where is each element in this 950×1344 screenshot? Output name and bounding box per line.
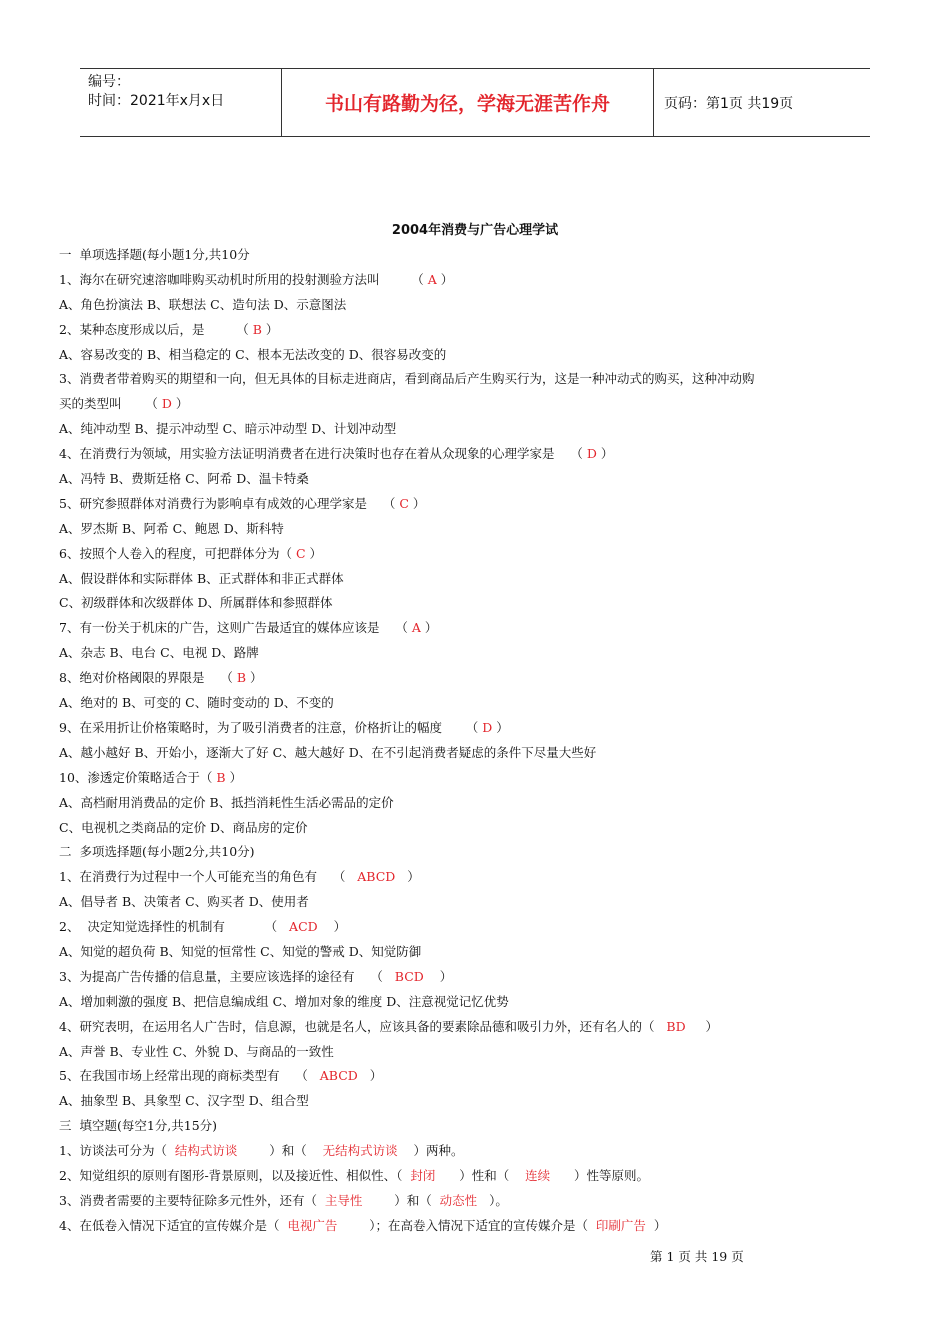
exam-line [59,940,869,965]
question-text: ） [175,396,189,412]
exam-line [59,691,869,716]
question-text: A、罗杰斯 B、阿希 C、鲍恩 D、斯科特 [59,520,284,536]
question-text: ） [250,670,263,686]
question-text: 买的类型叫 （ [59,396,158,412]
exam-title: 2004年消费与广告心理学试 [391,223,559,238]
question-text: A、增加刺激的强度 B、把信息编成组 C、增加对象的维度 D、注意视觉记忆优势 [59,993,509,1009]
header-number: 编号： [88,74,130,90]
question-text: 8、绝对价格阈限的界限是 （ [59,670,233,686]
answer-text: D [478,719,497,735]
question-text: A、容易改变的 B、相当稳定的 C、根本无法改变的 D、很容易改变的 [59,346,447,362]
question-text: ） [424,620,438,636]
question-text: 5、研究参照群体对消费行为影响卓有成效的心理学家是 （ [59,495,396,511]
question-text: 2、 决定知觉选择性的机制有 （ [59,919,278,935]
question-text: 2、某种态度形成以后，是 （ [59,321,249,337]
exam-line [59,1139,869,1164]
answer-text: A [423,271,441,287]
exam-line [59,766,869,791]
exam-line [59,517,869,542]
question-text: A、绝对的 B、可变的 C、随时变动的 D、不变的 [59,695,334,711]
exam-line [59,417,869,442]
question-text: ） [369,1068,383,1084]
exam-line [59,268,869,293]
question-text: A、冯特 B、费斯廷格 C、阿希 D、温卡特桑 [59,471,309,487]
exam-line [59,716,869,741]
exam-line [59,1164,869,1189]
question-text: 一 单项选择题(每小题1分,共10分 [59,247,250,262]
answer-text: 封闭 [402,1167,460,1183]
question-text: ） [496,719,509,735]
exam-line [59,1064,869,1089]
question-text: A、抽象型 B、具象型 C、汉字型 D、组合型 [59,1093,309,1109]
question-text: 10、渗透定价策略适合于（ [59,769,213,785]
question-text: 5、在我国市场上经常出现的商标类型有 （ [59,1068,308,1084]
answer-text: B [232,670,250,686]
question-text: C、电视机之类商品的定价 D、商品房的定价 [59,819,308,835]
exam-line [59,343,869,368]
exam-line [59,890,869,915]
exam-line [59,666,869,691]
question-text: 三 填空题(每空1分,共15分) [59,1118,218,1134]
exam-line [59,567,869,592]
question-text: A、假设群体和实际群体 B、正式群体和非正式群体 [59,570,344,586]
header-motto: 书山有路勤为径，学海无涯苦作舟 [282,69,654,136]
exam-line [59,840,869,865]
question-text: C、初级群体和次级群体 D、所属群体和参照群体 [59,595,333,611]
page-header [80,68,870,137]
question-text: A、高档耐用消费品的定价 B、抵挡消耗性生活必需品的定价 [59,794,394,810]
question-text: 3、消费者需要的主要特征除多元性外，还有（ [59,1192,317,1208]
answer-text: D [582,446,601,462]
question-text: ） [440,271,454,287]
question-text: ） [439,968,453,984]
question-text: 1、在消费行为过程中一个人可能充当的角色有 （ [59,869,346,885]
exam-line [59,865,869,890]
question-text: 1、海尔在研究速溶咖啡购买动机时所用的投射测验方法叫 （ [59,271,424,287]
answer-text: 电视广告 [279,1217,370,1233]
answer-text: 结构式访谈 [166,1143,270,1159]
exam-line [59,990,869,1015]
answer-text: D [157,396,176,412]
exam-line [59,741,869,766]
exam-line [59,542,869,567]
answer-text: 无结构式访谈 [306,1143,414,1159]
question-text: 1、访谈法可分为（ [59,1143,167,1159]
question-text: 4、在低卷入情况下适宜的宣传媒介是（ [59,1217,280,1233]
exam-line [59,616,869,641]
exam-line [59,492,869,517]
exam-line [59,1089,869,1114]
question-text: 7、有一份关于机床的广告，这则广告最适宜的媒体应该是 （ [59,620,408,636]
answer-text: 印刷广告 [587,1217,654,1233]
answer-text: ABCD [307,1068,370,1084]
exam-line [59,1214,869,1239]
question-text: A、知觉的超负荷 B、知觉的恒常性 C、知觉的警戒 D、知觉防御 [59,943,422,959]
question-text: A、角色扮演法 B、联想法 C、造句法 D、示意图法 [59,296,347,312]
exam-line [59,1114,869,1139]
question-text: 3、为提高广告传播的信息量，主要应该选择的途径有 （ [59,968,383,984]
exam-body [59,243,869,1239]
exam-line [59,915,869,940]
question-text: 3、消费者带着购买的期望和一向，但无具体的目标走进商店，看到商品后产生购买行为，这是一种冲动式的购买，这种冲动购 [59,371,755,387]
exam-line [59,1189,869,1214]
question-text: 4、研究表明，在运用名人广告时，信息源，也就是名人，应该具备的要素除品德和吸引力外，还有名人的（ [59,1018,655,1034]
header-time: 时间：2021年x月x日 [88,93,225,109]
question-text: ） [705,1018,718,1034]
header-page-info: 页码：第1页 共19页 [664,95,794,112]
exam-line [59,965,869,990]
question-text: ）性和（ [459,1167,510,1183]
page-footer: 第 1 页 共 19 页 [650,1249,744,1264]
exam-line [59,791,869,816]
exam-line [59,641,869,666]
question-text: A、越小越好 B、开始小，逐渐大了好 C、越大越好 D、在不引起消费者疑虑的条件下尽量大些好 [59,744,597,760]
question-text: A、声誉 B、专业性 C、外貌 D、与商品的一致性 [59,1043,334,1059]
answer-text: C [395,495,413,511]
question-text: 二 多项选择题(每小题2分,共10分) [59,844,255,860]
question-text: ）两种。 [413,1143,464,1159]
exam-line [59,442,869,467]
answer-text: 动态性 [431,1192,490,1208]
answer-text: ACD [277,919,334,935]
exam-line [59,392,869,417]
question-text: ） [333,919,347,935]
exam-line [59,293,869,318]
answer-text: 主导性 [316,1192,395,1208]
question-text: 6、按照个人卷入的程度，可把群体分为（ [59,545,292,561]
exam-line [59,816,869,841]
exam-line [59,318,869,343]
exam-line [59,367,869,392]
answer-text: 连续 [509,1167,574,1183]
answer-text: B [248,321,266,337]
question-text: ） [600,446,614,462]
question-text: ）；在高卷入情况下适宜的宣传媒介是（ [369,1217,588,1233]
header-meta [80,69,282,136]
answer-text: A [407,620,425,636]
question-text: ）。 [489,1192,508,1208]
question-text: A、纯冲动型 B、提示冲动型 C、暗示冲动型 D、计划冲动型 [59,421,397,437]
exam-line [59,591,869,616]
exam-line [59,467,869,492]
question-text: 9、在采用折让价格策略时，为了吸引消费者的注意，价格折让的幅度 （ [59,719,479,735]
question-text: ） [412,495,426,511]
question-text: 4、在消费行为领域，用实验方法证明消费者在进行决策时也存在着从众现象的心理学家是 （ [59,446,583,462]
question-text: ）性等原则。 [573,1167,649,1183]
exam-line [59,243,869,268]
question-text: ）和（ [394,1192,432,1208]
exam-line [59,1015,869,1040]
exam-line [59,1040,869,1065]
question-text: ） [265,321,279,337]
question-text: 2、知觉组织的原则有图形-背景原则，以及接近性、相似性、（ [59,1167,403,1183]
answer-text: B [212,769,230,785]
question-text: A、杂志 B、电台 C、电视 D、路牌 [59,645,259,661]
question-text: ） [653,1217,667,1233]
answer-text: BCD [382,968,440,984]
question-text: ） [229,769,243,785]
question-text: ）和（ [269,1143,307,1159]
answer-text: BD [654,1018,706,1034]
answer-text: ABCD [345,869,408,885]
question-text: ） [407,869,420,885]
question-text: ） [309,545,322,561]
question-text: A、倡导者 B、决策者 C、购买者 D、使用者 [59,894,309,910]
answer-text: C [291,545,310,561]
